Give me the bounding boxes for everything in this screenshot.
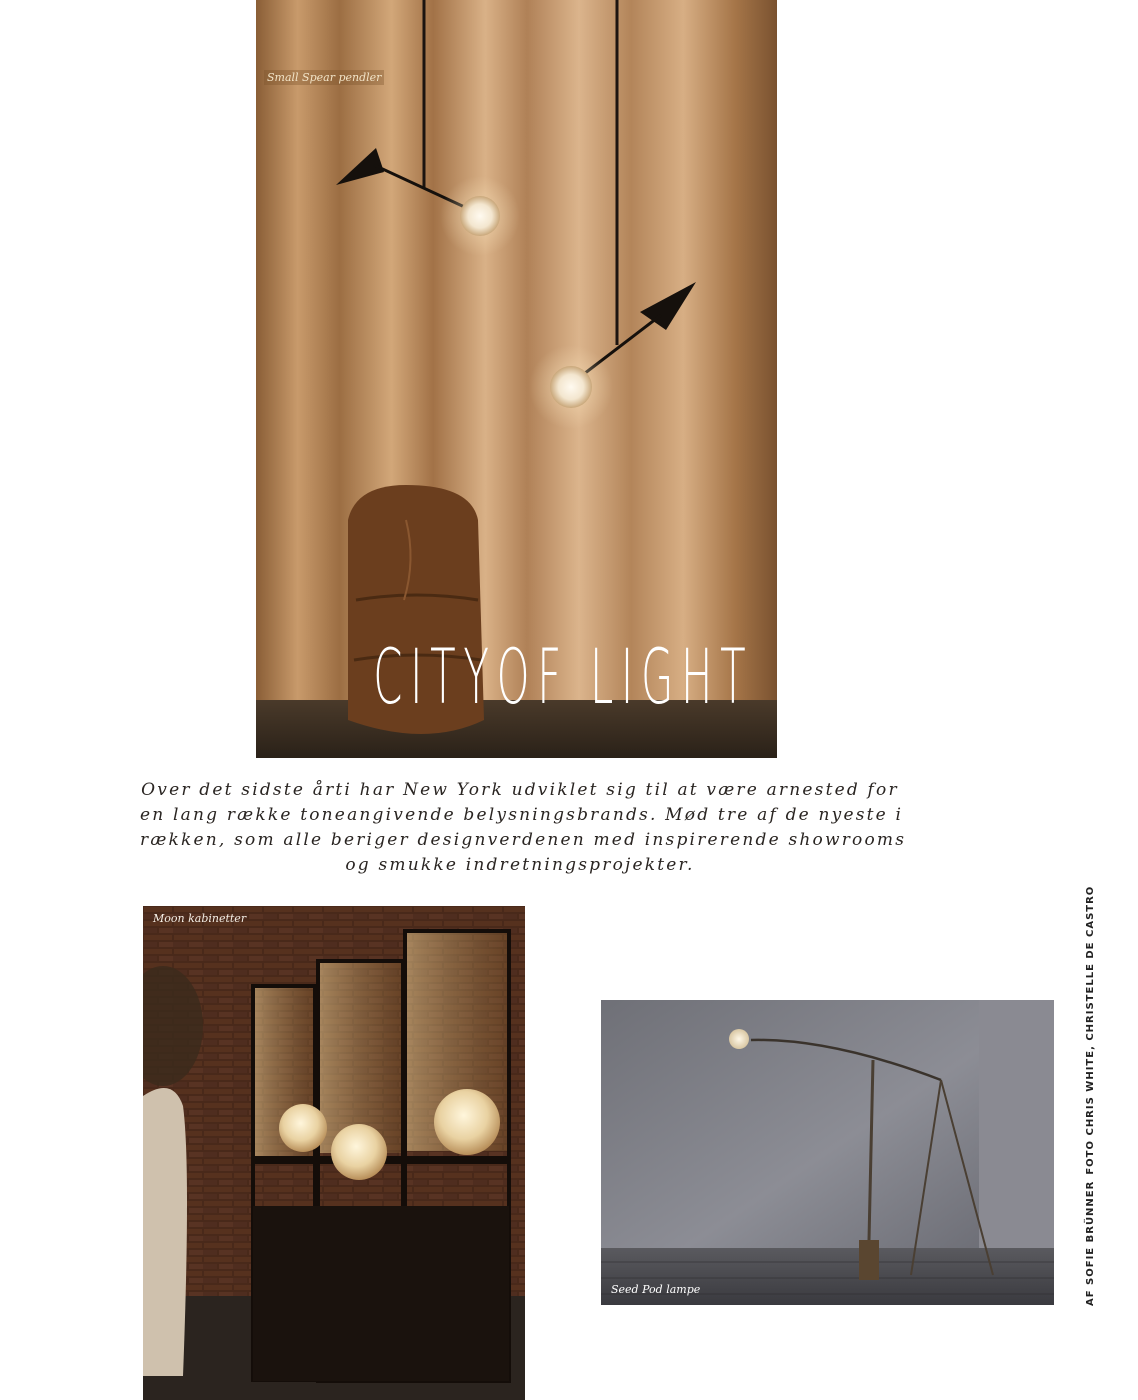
photographer-credit: FOTO CHRIS WHITE, CHRISTELLE DE CASTRO: [1085, 885, 1096, 1175]
hero-caption: Small Spear pendler: [264, 70, 384, 85]
headline-left: CITY: [373, 632, 497, 721]
seed-caption: Seed Pod lampe: [611, 1283, 701, 1296]
headline: [373, 632, 754, 721]
moon-caption: Moon kabinetter: [153, 912, 247, 925]
moon-illustration: [143, 906, 525, 1400]
headline-ring-letter: O: [496, 632, 538, 721]
intro-line: en lang række toneangivende belysningsbrands. Mød tre af de nyeste i: [140, 805, 904, 825]
hero-photo: [256, 0, 777, 758]
seed-photo: [601, 1000, 1054, 1305]
moon-photo: [143, 906, 525, 1400]
intro-line: rækken, som alle beriger designverdenen med inspirerende showrooms: [140, 830, 907, 850]
author-credit: AF SOFIE BRÜNNER: [1085, 1180, 1096, 1306]
intro-paragraph: [140, 778, 907, 878]
headline-right: F LIGHT: [537, 632, 754, 721]
intro-line: og smukke indretningsprojekter.: [345, 855, 695, 875]
intro-line: Over det sidste årti har New York udviklet sig til at være arnested for: [141, 780, 899, 800]
seed-illustration: [601, 1000, 1054, 1305]
photo-credits: [1085, 885, 1096, 1306]
